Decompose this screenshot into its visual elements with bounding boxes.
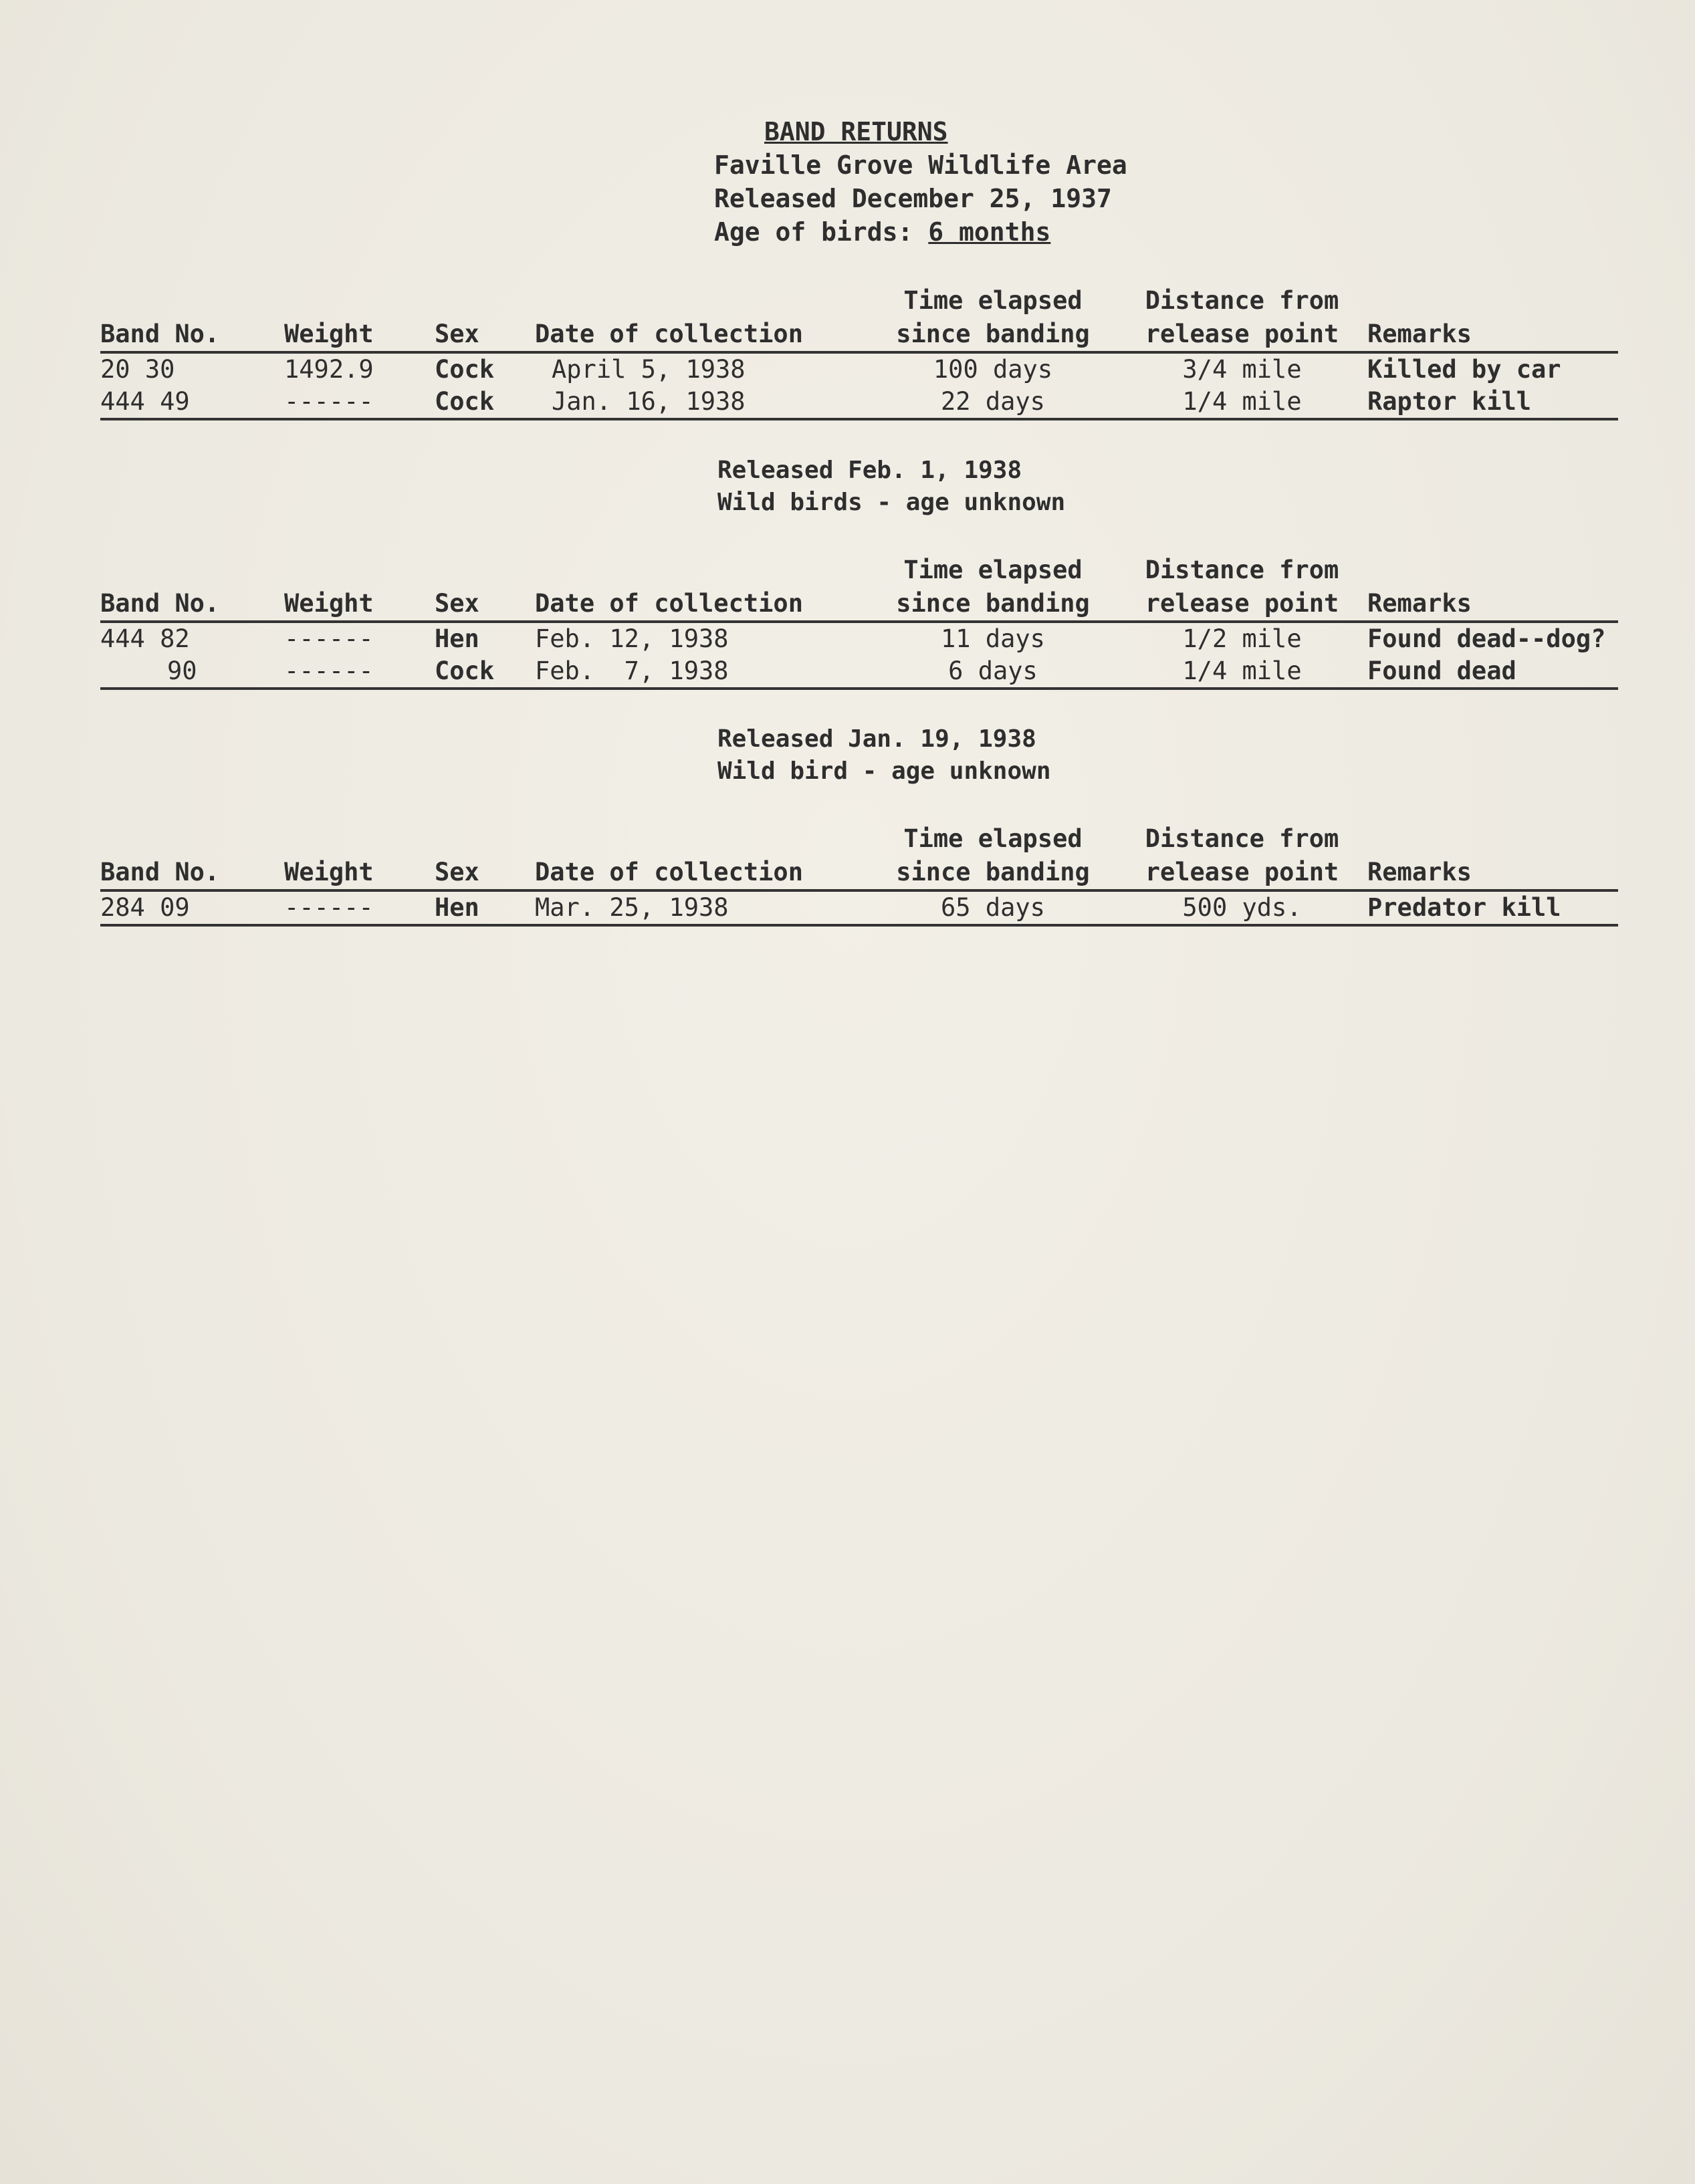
- col-weight: Weight: [284, 822, 435, 890]
- col-remarks: Remarks: [1367, 284, 1618, 352]
- distance-value: 500 yds.: [1117, 890, 1367, 925]
- time-elapsed: 100 days: [933, 355, 1053, 384]
- col-distance: Distance from release point: [1117, 284, 1367, 352]
- collection-date: Jan. 16, 1938: [535, 386, 869, 419]
- document-header: [714, 115, 1127, 249]
- band-number: 20 30: [100, 355, 175, 384]
- col-sex: Sex: [435, 554, 535, 622]
- time-elapsed: 6 days: [869, 655, 1117, 689]
- sex-value: Cock: [435, 355, 495, 384]
- sex-value: Hen: [435, 624, 479, 653]
- remarks-value: Killed by car: [1367, 355, 1561, 384]
- col-date: Date of collection: [535, 554, 869, 622]
- weight-value: ------: [284, 890, 435, 925]
- table-header-row: [100, 284, 1618, 352]
- band-number: 444 82: [100, 624, 190, 653]
- band-returns-table-2: [100, 554, 1618, 690]
- section-release-date: Released Jan. 19, 1938: [717, 725, 1036, 753]
- area-name: Faville Grove Wildlife Area: [714, 150, 1127, 180]
- section-bird-type: Wild birds - age unknown: [717, 489, 1066, 516]
- remarks-value: Found dead--dog?: [1367, 624, 1606, 653]
- col-time-elapsed: Time elapsed since banding: [869, 822, 1117, 890]
- section-3-heading: [717, 723, 1051, 787]
- col-band-no: Band No.: [100, 822, 284, 890]
- col-distance: Distance from release point: [1117, 822, 1367, 890]
- col-date: Date of collection: [535, 284, 869, 352]
- col-remarks: Remarks: [1367, 822, 1618, 890]
- remarks-value: Found dead: [1367, 655, 1618, 689]
- table-header-row: [100, 554, 1618, 622]
- remarks-value: Raptor kill: [1367, 386, 1618, 419]
- table-row: [100, 352, 1618, 386]
- distance-value: 1/4 mile: [1117, 655, 1367, 689]
- collection-date: Feb. 12, 1938: [535, 624, 729, 653]
- distance-value: 1/4 mile: [1117, 386, 1367, 419]
- band-returns-table-3: [100, 822, 1618, 927]
- sex-value: Cock: [435, 655, 535, 689]
- col-date: Date of collection: [535, 822, 869, 890]
- weight-value: ------: [284, 624, 374, 653]
- section-bird-type: Wild bird - age unknown: [717, 757, 1051, 785]
- col-band-no: Band No.: [100, 554, 284, 622]
- band-number: 444 49: [100, 386, 284, 419]
- distance-value: 1/2 mile: [1182, 624, 1302, 653]
- col-remarks: Remarks: [1367, 554, 1618, 622]
- weight-value: 1492.9: [284, 355, 374, 384]
- table-row: [100, 655, 1618, 689]
- col-weight: Weight: [284, 284, 435, 352]
- section-2-heading: [717, 455, 1065, 519]
- weight-value: ------: [284, 386, 435, 419]
- document-title: BAND RETURNS: [764, 117, 948, 146]
- col-distance: Distance from release point: [1117, 554, 1367, 622]
- age-value: 6 months: [928, 217, 1051, 247]
- weight-value: ------: [284, 655, 435, 689]
- col-sex: Sex: [435, 284, 535, 352]
- time-elapsed: 11 days: [941, 624, 1045, 653]
- table-header-row: [100, 822, 1618, 890]
- table-row: [100, 386, 1618, 419]
- col-weight: Weight: [284, 554, 435, 622]
- col-sex: Sex: [435, 822, 535, 890]
- collection-date: Feb. 7, 1938: [535, 655, 869, 689]
- age-label: Age of birds:: [714, 217, 929, 247]
- band-number: 284 09: [100, 890, 284, 925]
- time-elapsed: 22 days: [869, 386, 1117, 419]
- collection-date: Mar. 25, 1938: [535, 890, 869, 925]
- col-time-elapsed: Time elapsed since banding: [869, 554, 1117, 622]
- table-row: [100, 890, 1618, 925]
- col-time-elapsed: Time elapsed since banding: [869, 284, 1117, 352]
- remarks-value: Predator kill: [1367, 890, 1618, 925]
- sex-value: Cock: [435, 386, 535, 419]
- col-band-no: Band No.: [100, 284, 284, 352]
- time-elapsed: 65 days: [869, 890, 1117, 925]
- band-returns-table-1: [100, 284, 1618, 420]
- collection-date: April 5, 1938: [552, 355, 746, 384]
- band-number: 90: [100, 655, 284, 689]
- age-line: [714, 215, 1127, 249]
- section-release-date: Released Feb. 1, 1938: [717, 457, 1022, 484]
- release-date: Released December 25, 1937: [714, 184, 1112, 213]
- table-row: [100, 622, 1618, 655]
- sex-value: Hen: [435, 890, 535, 925]
- distance-value: 3/4 mile: [1182, 355, 1302, 384]
